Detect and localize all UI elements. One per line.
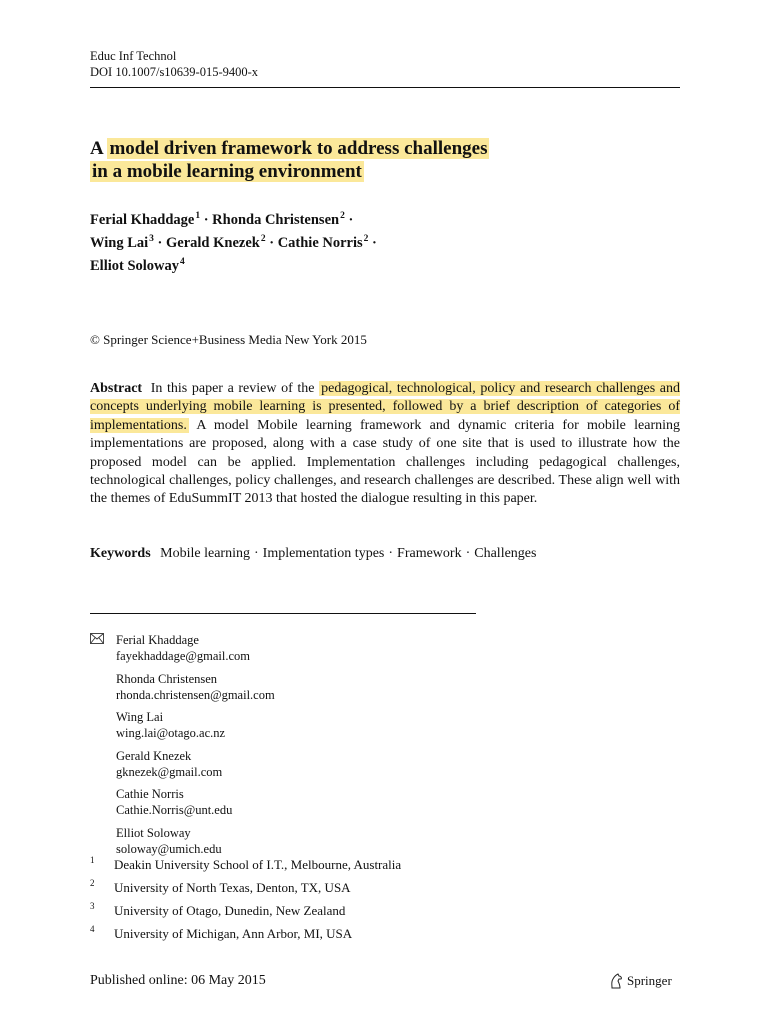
affiliation-text: University of Michigan, Ann Arbor, MI, USA bbox=[114, 926, 353, 941]
contact-name: Gerald Knezek bbox=[116, 748, 192, 763]
author-affiliation-mark: 3 bbox=[149, 234, 154, 244]
author-affiliation-mark: 2 bbox=[363, 234, 369, 244]
author-affiliation-mark: 4 bbox=[180, 257, 185, 267]
author bbox=[278, 235, 369, 251]
contact-entry bbox=[90, 825, 590, 857]
springer-horse-icon bbox=[609, 973, 623, 989]
contact-list bbox=[90, 632, 590, 863]
affiliation-text: University of North Texas, Denton, TX, USA bbox=[114, 880, 351, 895]
affiliation bbox=[90, 926, 590, 949]
keywords-label: Keywords bbox=[90, 546, 151, 561]
contact-name: Wing Lai bbox=[116, 710, 164, 724]
copyright-notice: © Springer Science+Business Media New York 2015 bbox=[90, 332, 367, 347]
keyword-separator: · bbox=[465, 546, 471, 561]
affiliation bbox=[90, 857, 590, 880]
contact-email[interactable]: Cathie.Norris@unt.edu bbox=[116, 803, 233, 817]
abstract-highlight: pedagogical, technological, policy and research challenges and concepts underlying mobile learning is presented, followed by a brief description of categories of implementations. bbox=[90, 381, 681, 433]
contact-email[interactable]: wing.lai@otago.ac.nz bbox=[116, 726, 226, 740]
envelope-icon bbox=[90, 633, 104, 644]
author bbox=[212, 212, 345, 228]
contact-entry bbox=[90, 748, 590, 780]
contact-name: Ferial Khaddage bbox=[116, 633, 199, 647]
author bbox=[90, 258, 185, 274]
author-name: Wing Lai bbox=[90, 235, 149, 251]
affiliation-number: 4 bbox=[90, 924, 95, 934]
contact-entry bbox=[90, 632, 590, 664]
affiliation-number: 1 bbox=[90, 855, 95, 865]
paper-title bbox=[90, 137, 690, 183]
affiliation-number: 2 bbox=[90, 878, 95, 888]
title-highlight-line1: model driven framework to address challenges bbox=[109, 138, 488, 159]
keyword: Mobile learning bbox=[160, 546, 250, 561]
abstract-intro: In this paper a review of the bbox=[150, 381, 315, 396]
journal-name: Educ Inf Technol bbox=[90, 49, 177, 63]
affiliation bbox=[90, 903, 590, 926]
keyword: Challenges bbox=[474, 546, 537, 561]
abstract bbox=[90, 380, 680, 509]
footnote-rule bbox=[90, 613, 476, 614]
keywords bbox=[90, 546, 680, 562]
author bbox=[90, 235, 154, 251]
keyword: Framework bbox=[397, 546, 462, 561]
doi: DOI 10.1007/s10639-015-9400-x bbox=[90, 65, 259, 79]
keyword-separator: · bbox=[253, 546, 259, 561]
contact-name: Elliot Soloway bbox=[116, 825, 191, 840]
contact-entry bbox=[90, 671, 590, 703]
contact-email[interactable]: fayekhaddage@gmail.com bbox=[116, 649, 251, 663]
author bbox=[166, 235, 266, 251]
contact-email[interactable]: gknezek@gmail.com bbox=[116, 764, 223, 779]
title-lead: A bbox=[90, 138, 103, 159]
author-name: Gerald Knezek bbox=[166, 235, 260, 251]
author-name: Cathie Norris bbox=[277, 235, 363, 251]
abstract-body: A model Mobile learning framework and dynamic criteria for mobile learning implementations are proposed, along with a case study of one site that is used to illustrate how the proposed model can be applied. Implementation challenges including pedagogical challenges, technological challenges, policy challenges, and research challenges are described. These align well with the themes of EduSummIT 2013 that hosted the dialogue resulting in this paper. bbox=[90, 417, 680, 507]
contact-name: Rhonda Christensen bbox=[116, 671, 218, 686]
abstract-label: Abstract bbox=[90, 381, 143, 396]
author-name: Rhonda Christensen bbox=[212, 212, 340, 228]
published-date: Published online: 06 May 2015 bbox=[90, 973, 266, 988]
header-rule bbox=[90, 87, 680, 88]
journal-header bbox=[90, 48, 258, 80]
contact-email[interactable]: soloway@umich.edu bbox=[116, 841, 222, 856]
author-affiliation-mark: 2 bbox=[260, 234, 266, 244]
author bbox=[90, 212, 200, 228]
author-affiliation-mark: 2 bbox=[340, 211, 345, 221]
contact-entry bbox=[90, 786, 590, 818]
author-list: Ferial Khaddage$^1$ · Rhonda Christensen$^2$ · Wing Lai$^3$ · Gerald Knezek$^2$ · Cathie Norris$^2$ · Elliot Soloway$^4$ bbox=[90, 211, 377, 274]
affiliation-number: 3 bbox=[90, 901, 95, 911]
keyword-separator: · bbox=[388, 546, 394, 561]
title-highlight-line2: in a mobile learning environment bbox=[92, 161, 362, 182]
author-name: Elliot Soloway bbox=[90, 258, 180, 274]
affiliation-text: University of Otago, Dunedin, New Zealand bbox=[114, 903, 346, 918]
affiliation-text: Deakin University School of I.T., Melbourne, Australia bbox=[114, 857, 402, 872]
author-name: Ferial Khaddage bbox=[90, 212, 195, 228]
affiliation-list bbox=[90, 857, 590, 949]
contact-email[interactable]: rhonda.christensen@gmail.com bbox=[116, 687, 275, 702]
affiliation bbox=[90, 880, 590, 903]
keyword: Implementation types bbox=[262, 546, 385, 561]
author-affiliation-mark: 1 bbox=[195, 211, 201, 221]
publisher-logo bbox=[609, 973, 672, 989]
publisher-name: Springer bbox=[627, 973, 672, 988]
contact-name: Cathie Norris bbox=[116, 787, 184, 801]
contact-entry bbox=[90, 709, 590, 741]
